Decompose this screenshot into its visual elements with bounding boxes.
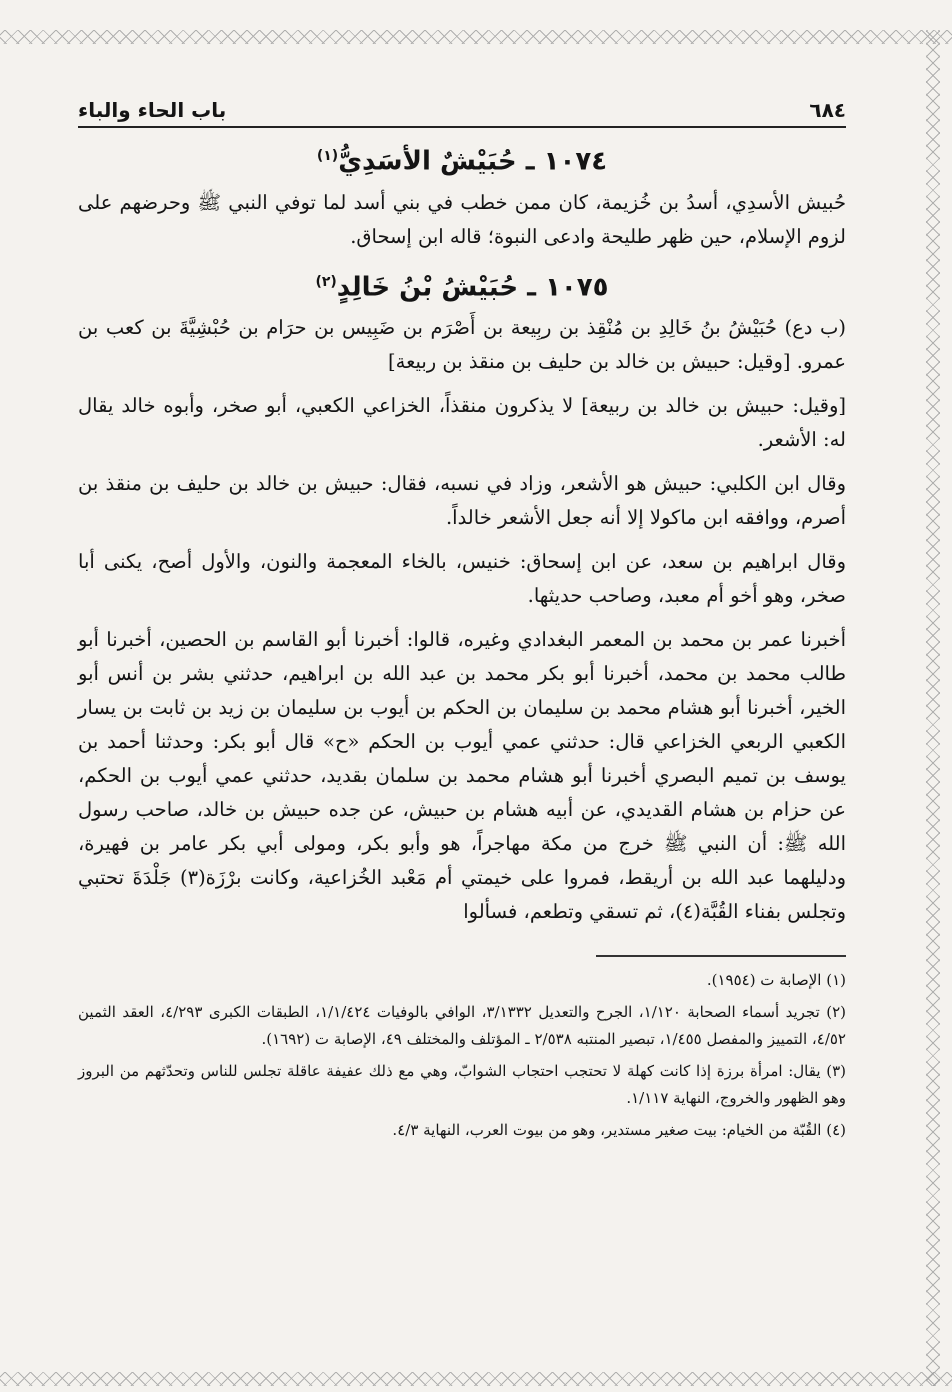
entry-title (78, 262, 846, 308)
footnote-ref: (١) (316, 148, 339, 164)
entry-paragraph: أخبرنا عمر بن محمد بن المعمر البغدادي وغيره، قالوا: أخبرنا أبو القاسم بن الحصين، أخبرنا أبو طالب محمد بن محمد، أخبرنا أبو بكر محمد بن عبد الله بن ابراهيم، حدثني بشر بن أنس أبو الخير، أخبرنا أبو هشام محمد بن سليمان بن الحكم بن أيوب بن سليمان بن زيد بن ثابت بن يسار الكعبي الربعي الخزاعي قال: حدثني عمي أيوب بن الحكم «ح» قال أبو بكر: وحدثنا أحمد بن يوسف بن تميم البصري أخبرنا أبو هشام محمد بن سلمان بقديد، حدثني عمي أيوب بن الحكم، عن حزام بن هشام القديدي، عن أبيه هشام بن حبيش، عن جده حبيش بن خالد، صاحب رسول الله ﷺ: أن النبي ﷺ خرج من مكة مهاجراً، هو وأبو بكر، ومولى أبي بكر عامر بن فهيرة، ودليلهما عبد الله بن أريقط، فمروا على خيمتي أم مَعْبد الخُزاعية، وكانت برْزَة(٣) جَلْدَةَ تحتبي وتجلس بفناء القُبَّة(٤)، ثم تسقي وتطعم، فسألوا (78, 628, 846, 924)
entry-title-text: ١٠٧٥ ـ حُبَيْشُ بْنُ خَالِدٍ (336, 272, 609, 303)
footnote-divider (596, 955, 846, 957)
decorative-border-right (926, 30, 940, 1386)
entry-title (78, 136, 846, 182)
decorative-border-bottom (0, 1372, 952, 1386)
entry-paragraph: [وقيل: حبيش بن خالد بن ربيعة] لا يذكرون منقذاً، الخزاعي الكعبي، أبو صخر، وأبوه خالد يقال له: الأشعر. (78, 394, 846, 452)
entry-paragraph: وقال ابراهيم بن سعد، عن ابن إسحاق: خنيس، بالخاء المعجمة والنون، والأول أصح، يكنى أبا صخر، وهو أخو أم معبد، وصاحب حديثها. (78, 550, 846, 608)
page-header (78, 90, 846, 128)
entry-paragraph: حُبيش الأسدِي، أسدُ بن خُزيمة، كان ممن خطب في بني أسد لما توفي النبي ﷺ وحرضهم على لزوم الإسلام، حين ظهر طليحة وادعى النبوة؛ قاله ابن إسحاق. (78, 190, 846, 248)
decorative-border-top (0, 30, 952, 44)
chapter-title: باب الحاء والباء (78, 98, 227, 122)
entry-paragraph: وقال ابن الكلبي: حبيش هو الأشعر، وزاد في نسبه، فقال: حبيش بن خالد بن حليف بن منقذ بن أصرم، ووافقه ابن ماكولا إلا أنه جعل الأشعر خالداً. (78, 472, 846, 530)
footnotes (78, 967, 846, 1144)
book-page (78, 90, 846, 1149)
footnote: (٣) يقال: امرأة برزة إذا كانت كهلة لا تحتجب احتجاب الشوابّ، وهي مع ذلك عفيفة عاقلة تجلس للناس وتحدّثهم من البروز وهو الظهور والخروج، النهاية ١/١١٧. (78, 1062, 846, 1108)
footnote: (٢) تجريد أسماء الصحابة ١/١٢٠، الجرح والتعديل ٣/١٣٣٢، الوافي بالوفيات ١/١/٤٢٤، الطبقات الكبرى ٤/٢٩٣، العقد الثمين ٤/٥٢، التمييز والمفصل ١/٤٥٥، تبصير المنتبه ٢/٥٣٨ ـ المؤتلف والمختلف ٤٩، الإصابة ت (١٦٩٢). (78, 1003, 847, 1049)
entry-1075 (78, 262, 846, 930)
page-number: ٦٨٤ (809, 98, 846, 122)
entry-1074 (78, 136, 846, 254)
entry-title-text: ١٠٧٤ ـ حُبَيْشٌ الأسَدِيُّ (338, 146, 608, 177)
entry-paragraph: (ب دع) حُبَيْشُ بنُ خَالِدِ بن مُنْقِذ بن ربِيعة بن أَصْرَم بن ضَبِيس بن حرَام بن حُبْشِيَّةَ بن كعب بن عمرو. [وقيل: حبيش بن خالد بن حليف بن منقذ بن ربيعة] (78, 316, 846, 374)
footnote: (١) الإصابة ت (١٩٥٤). (706, 971, 846, 990)
footnote: (٤) القُبّة من الخيام: بيت صغير مستدير، وهو من بيوت العرب، النهاية ٤/٣. (392, 1121, 846, 1140)
footnote-ref: (٢) (315, 273, 337, 290)
